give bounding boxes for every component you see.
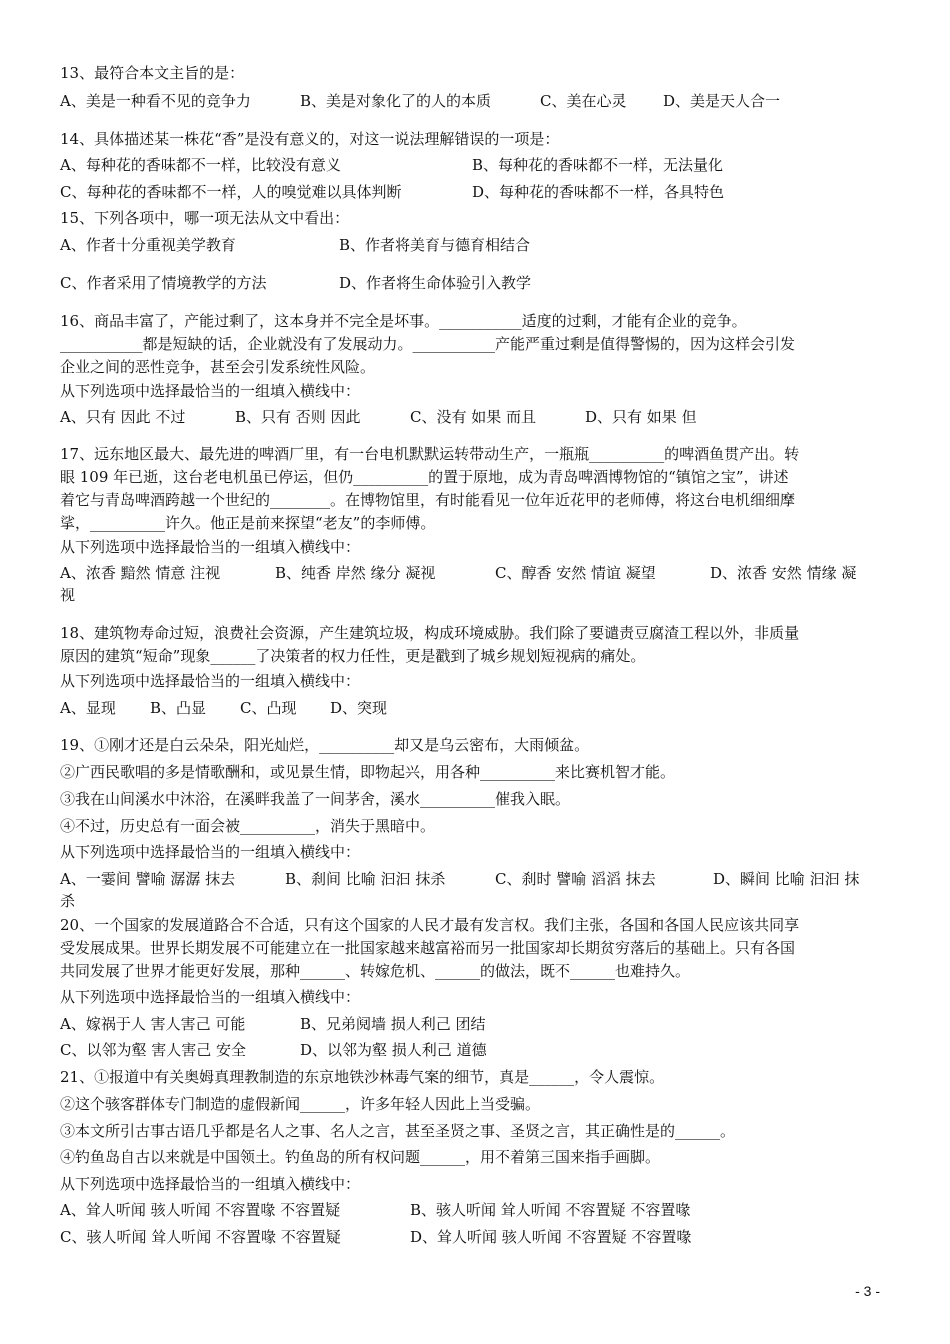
q17-line-4: 挲，__________许久。他正是前来探望“老友”的李师傅。 [60,514,436,532]
q19-option-d: D、瞬间 比喻 汩汩 抹 [713,870,860,888]
q21-options-row2 [60,1226,886,1248]
q14-options-row1 [60,154,886,176]
q20-option-b: B、兄弟阋墙 损人利己 团结 [300,1015,486,1033]
q18-option-d: D、突现 [330,699,388,717]
q18-option-c: C、凸现 [240,699,297,717]
q15-option-b: B、作者将美育与德育相结合 [339,236,531,254]
q16-prompt: 从下列选项中选择最恰当的一组填入横线中： [60,382,361,400]
q20-line-2: 受发展成果。世界长期发展不可能建立在一批国家越来越富裕而另一批国家却长期贫穷落后的基础上。只有各国 [60,939,796,957]
q21-option-b: B、骇人听闻 耸人听闻 不容置疑 不容置喙 [410,1201,691,1219]
q14-stem: 14、具体描述某一株花“香”是没有意义的，对这一说法理解错误的一项是： [60,130,560,148]
q20-option-c: C、以邻为壑 害人害己 安全 [60,1041,247,1059]
q19-option-d-wrap: 杀 [60,892,76,910]
q19-prompt: 从下列选项中选择最恰当的一组填入横线中： [60,843,361,861]
q16-option-c: C、没有 如果 而且 [410,408,537,426]
q17-option-c: C、醇香 安然 情谊 凝望 [495,564,656,582]
q17-option-d: D、浓香 安然 情缘 凝 [710,564,857,582]
q16-line-3: 企业之间的恶性竞争，甚至会引发系统性风险。 [60,358,376,376]
q17-option-d-wrap: 视 [60,586,76,604]
q16-line-1: 16、商品丰富了，产能过剩了，这本身并不完全是坏事。___________适度的过剩，才能有企业的竞争。 [60,312,747,330]
q15-option-c: C、作者采用了情境教学的方法 [60,274,267,292]
q17-option-b: B、纯香 岸然 缘分 凝视 [275,564,436,582]
q19-option-a: A、一霎间 譬喻 潺潺 抹去 [60,870,236,888]
q17-prompt: 从下列选项中选择最恰当的一组填入横线中： [60,538,361,556]
q15-options-row2 [60,272,886,294]
q20-option-a: A、嫁祸于人 害人害己 可能 [60,1015,246,1033]
q19-line-2: ②广西民歌唱的多是情歌酬和，或见景生情，即物起兴，用各种__________来比赛机智才能。 [60,763,676,781]
q13-options [60,90,886,112]
q21-line-3: ③本文所引古事古语几乎都是名人之事、名人之言，甚至圣贤之事、圣贤之言，其正确性是的______。 [60,1122,736,1140]
q17-options [60,562,886,584]
q19-option-b: B、刹间 比喻 汩汩 抹杀 [285,870,446,888]
q13-option-c: C、美在心灵 [540,92,627,110]
q15-options-row1 [60,234,886,256]
q14-option-c: C、每种花的香味都不一样，人的嗅觉难以具体判断 [60,183,402,201]
q20-options-row2 [60,1039,886,1061]
q13-option-a: A、美是一种看不见的竞争力 [60,92,251,110]
q20-prompt: 从下列选项中选择最恰当的一组填入横线中： [60,988,361,1006]
q16-option-a: A、只有 因此 不过 [60,408,186,426]
q21-line-2: ②这个骇客群体专门制造的虚假新闻______，许多年轻人因此上当受骗。 [60,1095,541,1113]
q18-option-b: B、凸显 [150,699,207,717]
q16-option-b: B、只有 否则 因此 [235,408,361,426]
q17-option-a: A、浓香 黯然 情意 注视 [60,564,221,582]
q13-option-d: D、美是天人合一 [663,92,781,110]
q14-options-row2 [60,181,886,203]
q21-line-1: 21、①报道中有关奥姆真理教制造的东京地铁沙林毒气案的细节，真是______，令人震惊。 [60,1068,665,1086]
q14-option-d: D、每种花的香味都不一样，各具特色 [472,183,725,201]
q14-option-b: B、每种花的香味都不一样，无法量化 [472,156,724,174]
q21-option-d: D、耸人听闻 骇人听闻 不容置疑 不容置喙 [410,1228,692,1246]
q19-line-4: ④不过，历史总有一面会被__________，消失于黑暗中。 [60,817,436,835]
page-number: - 3 - [855,1283,880,1299]
q15-stem: 15、下列各项中，哪一项无法从文中看出： [60,209,350,227]
q18-line-1: 18、建筑物寿命过短，浪费社会资源，产生建筑垃圾，构成环境威胁。我们除了要谴责豆腐渣工程以外，非质量 [60,624,800,642]
q18-options [60,697,886,719]
q18-line-2: 原因的建筑“短命”现象______了决策者的权力任性，更是戳到了城乡规划短视病的痛处。 [60,647,646,665]
q19-options [60,868,886,890]
q17-line-2: 眼 109 年已逝，这台老电机虽已停运，但仍__________的置于原地，成为青岛啤酒博物馆的“镇馆之宝”，讲述 [60,468,789,486]
q17-line-3: 着它与青岛啤酒跨越一个世纪的________。在博物馆里，有时能看见一位年近花甲的老师傅，将这台电机细细摩 [60,491,796,509]
q13-stem: 13、最符合本文主旨的是： [60,64,245,82]
q20-line-1: 20、一个国家的发展道路合不合适，只有这个国家的人民才最有发言权。我们主张，各国和各国人民应该共同享 [60,916,800,934]
q20-options-row1 [60,1013,886,1035]
q19-line-1: 19、①刚才还是白云朵朵，阳光灿烂，__________却又是乌云密布，大雨倾盆。 [60,736,590,754]
q19-line-3: ③我在山间溪水中沐浴，在溪畔我盖了一间茅舍，溪水__________催我入眠。 [60,790,571,808]
q19-option-c: C、刹时 譬喻 滔滔 抹去 [495,870,656,888]
q21-prompt: 从下列选项中选择最恰当的一组填入横线中： [60,1175,361,1193]
q13-option-b: B、美是对象化了的人的本质 [300,92,492,110]
q21-line-4: ④钓鱼岛自古以来就是中国领土。钓鱼岛的所有权问题______，用不着第三国来指手画脚。 [60,1148,661,1166]
q21-options-row1 [60,1199,886,1221]
q20-line-3: 共同发展了世界才能更好发展，那种______、转嫁危机、______的做法，既不______也难持久。 [60,962,691,980]
q16-line-2: ___________都是短缺的话，企业就没有了发展动力。___________产能严重过剩是值得警惕的，因为这样会引发 [60,335,796,353]
q20-option-d: D、以邻为壑 损人利己 道德 [300,1041,487,1059]
q16-options [60,406,886,428]
q18-prompt: 从下列选项中选择最恰当的一组填入横线中： [60,672,361,690]
q15-option-d: D、作者将生命体验引入教学 [339,274,532,292]
q16-option-d: D、只有 如果 但 [585,408,697,426]
q15-option-a: A、作者十分重视美学教育 [60,236,236,254]
q14-option-a: A、每种花的香味都不一样，比较没有意义 [60,156,341,174]
q21-option-c: C、骇人听闻 耸人听闻 不容置喙 不容置疑 [60,1228,341,1246]
q18-option-a: A、显现 [60,699,116,717]
q21-option-a: A、耸人听闻 骇人听闻 不容置喙 不容置疑 [60,1201,341,1219]
q17-line-1: 17、远东地区最大、最先进的啤酒厂里，有一台电机默默运转带动生产，一瓶瓶__________的啤酒鱼贯产出。转 [60,445,800,463]
